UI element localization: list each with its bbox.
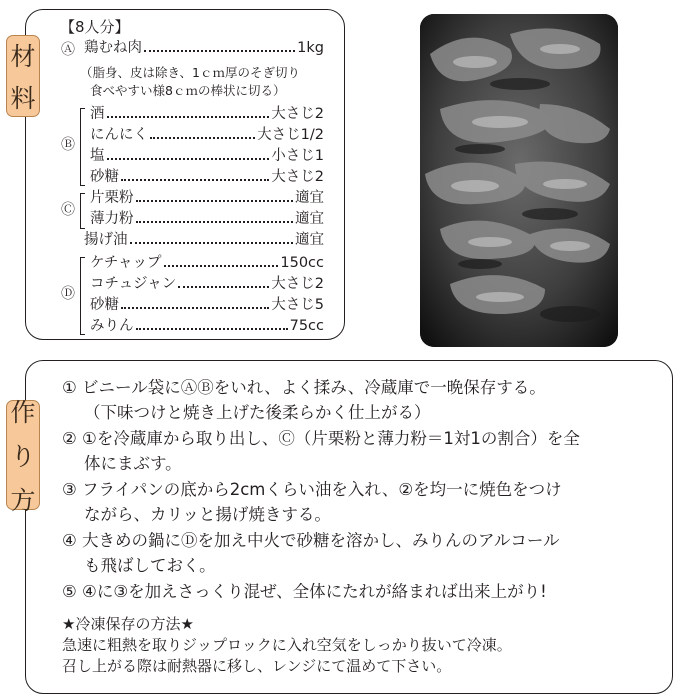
ingredient-name: 砂糖 bbox=[90, 169, 119, 185]
ingredient-amount: 大さじ5 bbox=[271, 297, 324, 313]
step-text: ①を冷蔵庫から取り出し、Ⓒ（片栗粉と薄力粉＝1対1の割合）を全 bbox=[82, 429, 580, 448]
leader-dots bbox=[107, 158, 270, 160]
leader-dots bbox=[130, 242, 294, 244]
group-d-bracket bbox=[80, 257, 85, 335]
ingredient-amount: 適宜 bbox=[295, 190, 324, 206]
ingredient-name: 片栗粉 bbox=[90, 190, 134, 206]
group-c-bracket bbox=[80, 193, 85, 229]
ingredient-row bbox=[90, 274, 324, 295]
method-tag-char-3: 方 bbox=[10, 486, 36, 515]
leader-dots bbox=[136, 328, 288, 330]
ingredient-row bbox=[90, 104, 324, 125]
leader-dots bbox=[121, 307, 269, 309]
method-tag bbox=[6, 398, 40, 515]
chicken-prep-note-2: 食べやすい様8ｃｍの棒状に切る） bbox=[90, 83, 286, 98]
step-5 bbox=[62, 580, 547, 603]
step-4 bbox=[62, 529, 560, 552]
leader-dots bbox=[136, 200, 294, 202]
step-number: ② bbox=[62, 429, 77, 448]
leader-dots bbox=[121, 179, 269, 181]
ingredient-amount: 75cc bbox=[289, 318, 324, 334]
ingredients-tag bbox=[6, 35, 40, 117]
step-text: 大きめの鍋にⒹを加え中火で砂糖を溶かし、みりんのアルコール bbox=[82, 531, 560, 550]
ingredient-row bbox=[90, 167, 324, 188]
leader-dots bbox=[150, 137, 255, 139]
ingredient-name: 鶏むね肉 bbox=[84, 40, 142, 56]
group-d-marker: Ⓓ bbox=[61, 286, 75, 302]
ingredient-row-chicken bbox=[84, 38, 324, 59]
group-c-marker: Ⓒ bbox=[61, 202, 75, 218]
step-number: ③ bbox=[62, 480, 77, 499]
group-a-marker: Ⓐ bbox=[61, 42, 75, 58]
method-tag-char-1: 作 bbox=[10, 398, 36, 427]
ingredient-row bbox=[90, 295, 324, 316]
ingredient-name: 揚げ油 bbox=[84, 232, 128, 248]
step-3 bbox=[62, 478, 562, 501]
leader-dots bbox=[178, 286, 269, 288]
step-text: ビニール袋にⒶⒷをいれ、よく揉み、冷蔵庫で一晩保存する。 bbox=[82, 378, 546, 397]
ingredients-tag-char-2: 料 bbox=[10, 84, 36, 113]
group-b-bracket bbox=[80, 108, 85, 186]
ingredient-name: 酒 bbox=[90, 106, 105, 122]
serving-size: 【8人分】 bbox=[60, 18, 130, 36]
step-number: ④ bbox=[62, 531, 77, 550]
ingredient-row bbox=[90, 125, 324, 146]
ingredients-tag-char-1: 材 bbox=[10, 42, 36, 71]
step-2 bbox=[62, 427, 580, 450]
ingredient-amount: 大さじ1/2 bbox=[257, 127, 324, 143]
freezing-title: ★冷凍保存の方法★ bbox=[62, 615, 194, 633]
step-number: ① bbox=[62, 378, 77, 397]
ingredient-row bbox=[90, 316, 324, 337]
ingredient-amount: 150cc bbox=[280, 255, 324, 271]
leader-dots bbox=[164, 265, 279, 267]
ingredient-name: 砂糖 bbox=[90, 297, 119, 313]
ingredient-amount: 大さじ2 bbox=[271, 169, 324, 185]
freezing-instruction-1: 急速に粗熱を取りジップロックに入れ空気をしっかり抜いて冷凍。 bbox=[62, 636, 512, 654]
step-text: フライパンの底から2cmくらい油を入れ、②を均一に焼色をつけ bbox=[82, 480, 562, 499]
ingredient-name: コチュジャン bbox=[90, 276, 177, 292]
step-text: ④に③を加えさっくり混ぜ、全体にたれが絡まれば出来上がり! bbox=[82, 582, 547, 601]
ingredient-amount: 小さじ1 bbox=[271, 148, 324, 164]
leader-dots bbox=[107, 116, 270, 118]
step-number: ⑤ bbox=[62, 582, 77, 601]
step-1-continued: （下味つけと焼き上げた後柔らかく仕上がる） bbox=[84, 403, 431, 422]
ingredient-row bbox=[90, 146, 324, 167]
ingredient-row bbox=[90, 253, 324, 274]
freezing-instruction-2: 召し上がる際は耐熱器に移し、レンジにて温めて下さい。 bbox=[62, 657, 452, 675]
ingredient-name: ケチャップ bbox=[90, 255, 162, 271]
ingredient-row-oil bbox=[84, 230, 324, 251]
ingredient-name: にんにく bbox=[90, 127, 148, 143]
step-3-continued: ながら、カリッと揚げ焼きする。 bbox=[84, 505, 331, 524]
method-tag-char-2: り bbox=[10, 442, 36, 471]
ingredient-name: 薄力粉 bbox=[90, 211, 134, 227]
step-4-continued: も飛ばしておく。 bbox=[84, 556, 216, 575]
leader-dots bbox=[136, 221, 294, 223]
step-2-continued: 体にまぶす。 bbox=[84, 454, 182, 473]
step-1 bbox=[62, 376, 546, 399]
ingredient-amount: 適宜 bbox=[295, 232, 324, 248]
dish-photo bbox=[420, 14, 618, 347]
ingredient-name: みりん bbox=[90, 318, 134, 334]
leader-dots bbox=[144, 50, 295, 52]
ingredient-amount: 適宜 bbox=[295, 211, 324, 227]
ingredient-amount: 1kg bbox=[297, 40, 324, 56]
chicken-prep-note-1: （脂身、皮は除き、1ｃｍ厚のそぎ切り bbox=[80, 65, 300, 80]
ingredient-amount: 大さじ2 bbox=[271, 276, 324, 292]
ingredient-row bbox=[90, 209, 324, 230]
ingredient-amount: 大さじ2 bbox=[271, 106, 324, 122]
ingredient-name: 塩 bbox=[90, 148, 105, 164]
group-b-marker: Ⓑ bbox=[61, 137, 75, 153]
dish-photo-image bbox=[420, 14, 618, 347]
ingredient-row bbox=[90, 188, 324, 209]
